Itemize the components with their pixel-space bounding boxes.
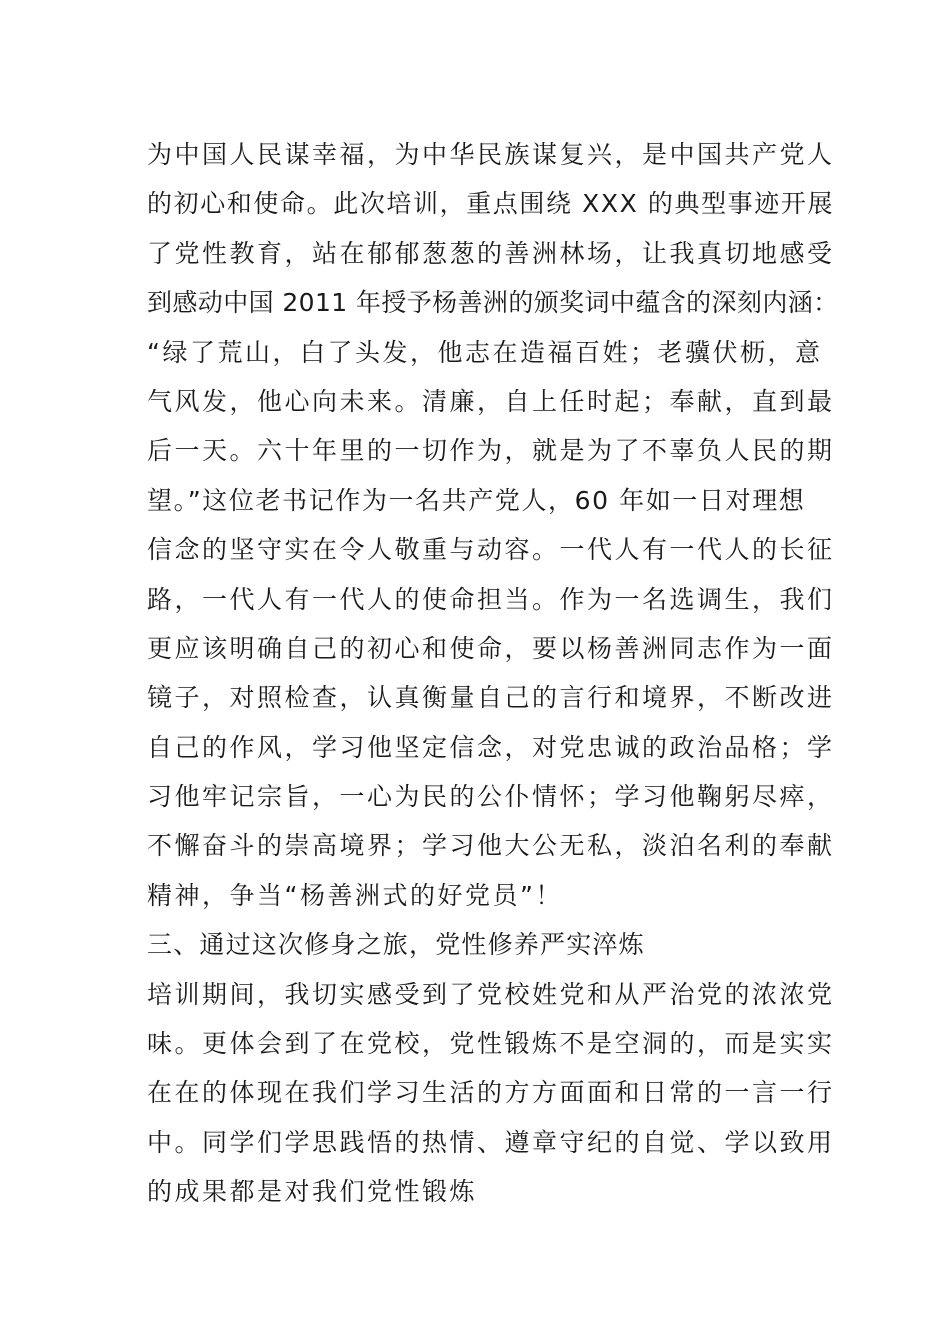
text-line: 中。同学们学思践悟的热情、遵章守纪的自觉、学以致用 — [147, 1127, 835, 1157]
paragraph-2 — [147, 970, 835, 1217]
text-line: 更应该明确自己的初心和使命，要以杨善洲同志作为一面 — [147, 633, 835, 663]
text-line: 到感动中国 2011 年授予杨善洲的颁奖词中蕴含的深刻内涵： — [147, 288, 839, 318]
text-line: 的成果都是对我们党性锻炼 — [147, 1177, 478, 1207]
text-line: “绿了荒山，白了头发，他志在造福百姓；老骥伏枥，意 — [147, 337, 823, 367]
text-line: 精神，争当“杨善洲式的好党员”！ — [147, 880, 563, 910]
text-line: 自己的作风，学习他坚定信念，对党忠诚的政治品格；学 — [147, 732, 835, 762]
text-line: 信念的坚守实在令人敬重与动容。一代人有一代人的长征 — [147, 535, 835, 565]
text-line: 不懈奋斗的崇高境界；学习他大公无私，淡泊名利的奉献 — [147, 831, 835, 861]
text-line: 在在的体现在我们学习生活的方方面面和日常的一言一行 — [147, 1078, 835, 1108]
text-line: 培训期间，我切实感受到了党校姓党和从严治党的浓浓党 — [147, 979, 835, 1009]
text-line: 气风发，他心向未来。清廉，自上任时起；奉献，直到最 — [147, 386, 835, 416]
section-heading: 三、通过这次修身之旅，党性修养严实淬炼 — [147, 930, 645, 960]
document-body — [147, 130, 839, 1217]
text-line: 后一天。六十年里的一切作为，就是为了不辜负人民的期 — [147, 436, 835, 466]
text-line: 为中国人民谋幸福，为中华民族谋复兴，是中国共产党人 — [147, 140, 835, 169]
text-line: 的初心和使命。此次培训，重点围绕 XXX 的典型事迹开展 — [147, 189, 835, 219]
text-line: 味。更体会到了在党校，党性锻炼不是空洞的，而是实实 — [147, 1029, 835, 1059]
text-line: 望。”这位老书记作为一名共产党人，60 年如一日对理想 — [147, 485, 806, 515]
text-line: 路，一代人有一代人的使命担当。作为一名选调生，我们 — [147, 584, 835, 614]
text-line: 镜子，对照检查，认真衡量自己的言行和境界，不断改进 — [147, 683, 835, 713]
text-line: 习他牢记宗旨，一心为民的公仆情怀；学习他鞠躬尽瘁， — [147, 782, 835, 812]
text-line: 了党性教育，站在郁郁葱葱的善洲林场，让我真切地感受 — [147, 238, 835, 268]
paragraph-1 — [147, 130, 839, 920]
